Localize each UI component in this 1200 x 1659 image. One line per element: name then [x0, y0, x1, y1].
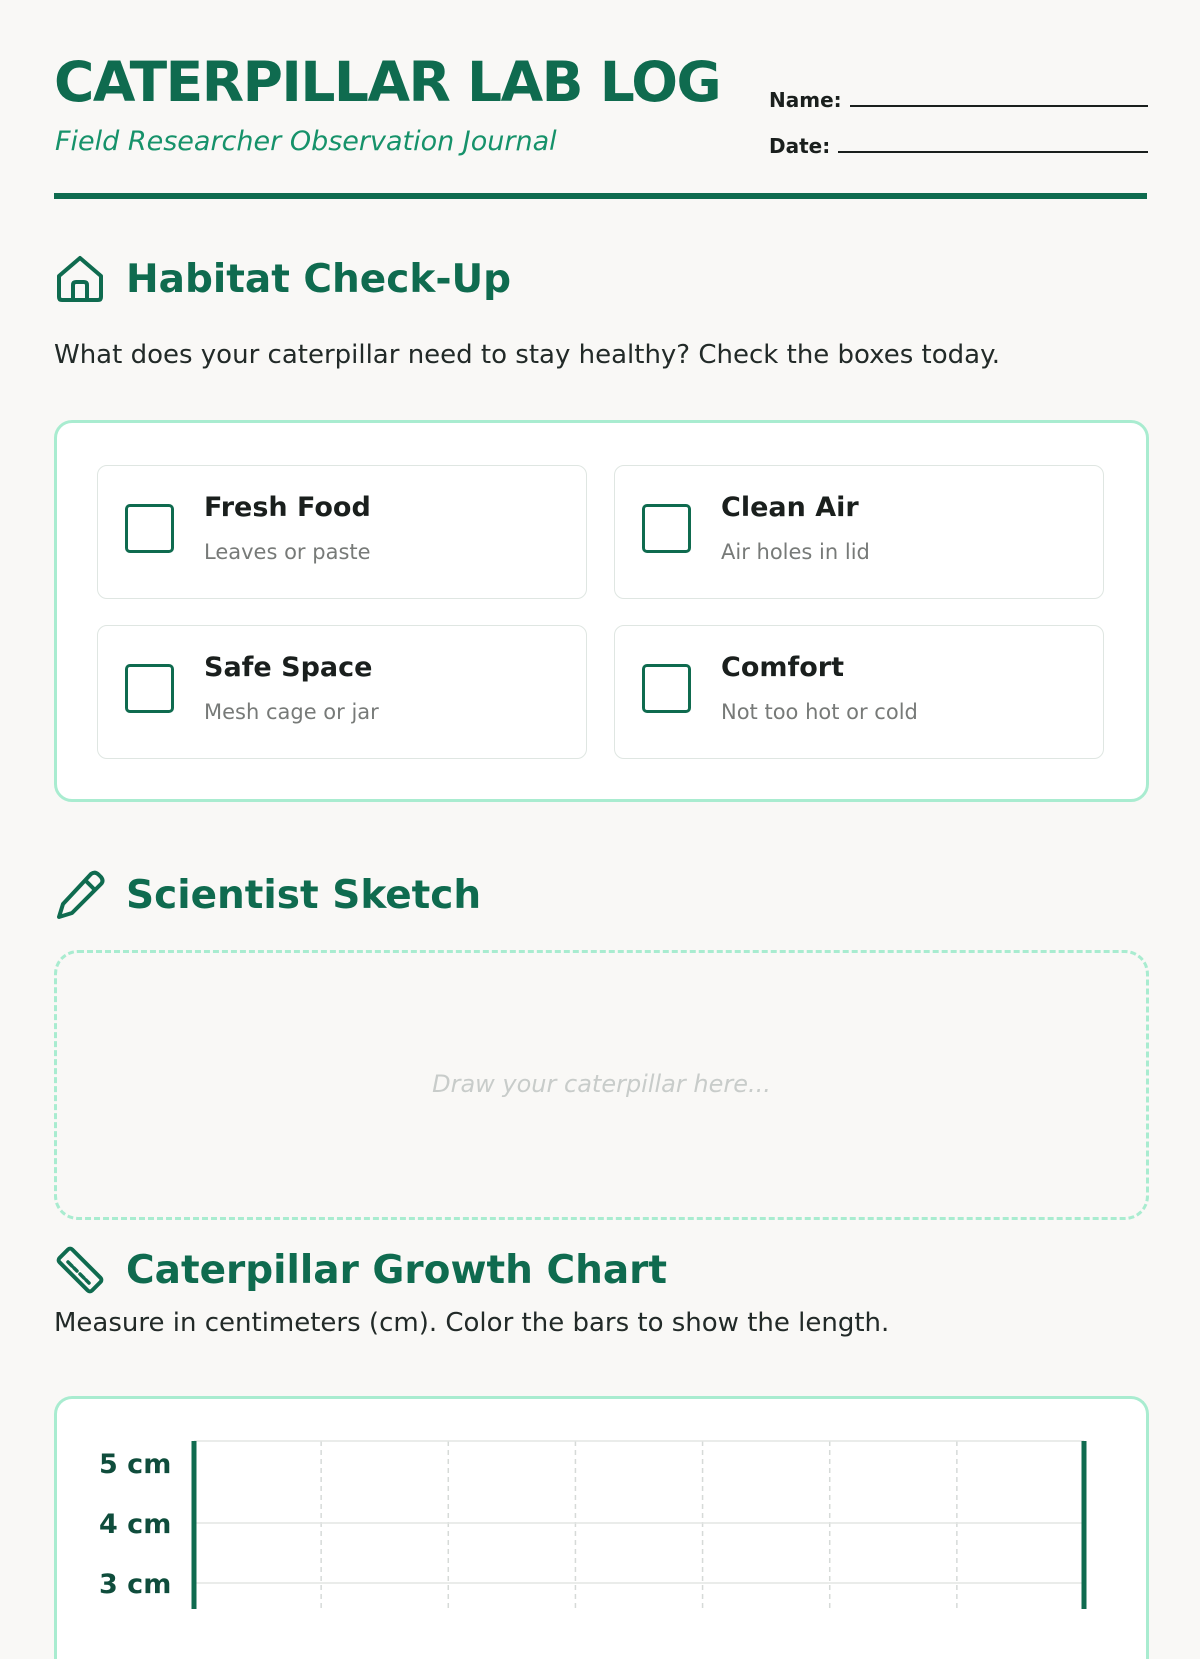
page-title: CATERPILLAR LAB LOG [54, 50, 721, 114]
habitat-title: Habitat Check-Up [126, 256, 512, 302]
sketch-placeholder: Draw your caterpillar here... [432, 1070, 771, 1098]
chart-y-tick-label: 4 cm [99, 1509, 172, 1540]
growth-heading [54, 1244, 667, 1296]
habitat-item-desc: Mesh cage or jar [204, 700, 379, 724]
lab-log-page [54, 0, 1147, 1600]
name-label: Name: [769, 88, 842, 112]
chart-plot-area [194, 1441, 1084, 1609]
ruler-icon [54, 1244, 106, 1296]
habitat-checklist [54, 420, 1149, 802]
growth-intro: Measure in centimeters (cm). Color the bars to show the length. [54, 1308, 890, 1338]
habitat-item-desc: Air holes in lid [721, 540, 870, 564]
growth-title: Caterpillar Growth Chart [126, 1247, 668, 1293]
sketch-title: Scientist Sketch [126, 872, 482, 918]
sketch-area[interactable] [54, 950, 1149, 1220]
checkbox[interactable] [125, 504, 174, 553]
habitat-heading [54, 253, 511, 305]
header-divider [54, 193, 1147, 199]
house-icon [54, 253, 106, 305]
sketch-heading [54, 869, 481, 921]
habitat-item-clean-air[interactable] [614, 465, 1104, 599]
habitat-item-safe-space[interactable] [97, 625, 587, 759]
date-label: Date: [769, 134, 831, 158]
habitat-item-label: Clean Air [721, 492, 859, 523]
growth-chart [57, 1399, 1146, 1609]
name-field[interactable] [769, 88, 1148, 112]
habitat-item-label: Comfort [721, 652, 845, 683]
date-line[interactable] [838, 149, 1148, 153]
chart-y-tick-label: 3 cm [99, 1569, 172, 1600]
checkbox[interactable] [125, 664, 174, 713]
habitat-item-fresh-food[interactable] [97, 465, 587, 599]
habitat-intro: What does your caterpillar need to stay healthy? Check the boxes today. [54, 340, 1001, 370]
chart-y-tick-label: 5 cm [99, 1449, 172, 1480]
habitat-item-desc: Leaves or paste [204, 540, 371, 564]
habitat-item-comfort[interactable] [614, 625, 1104, 759]
habitat-item-label: Fresh Food [204, 492, 371, 523]
growth-chart-panel [54, 1396, 1149, 1659]
checkbox[interactable] [642, 504, 691, 553]
date-field[interactable] [769, 134, 1148, 158]
checkbox[interactable] [642, 664, 691, 713]
habitat-item-desc: Not too hot or cold [721, 700, 918, 724]
habitat-item-label: Safe Space [204, 652, 373, 683]
pencil-icon [54, 869, 106, 921]
name-line[interactable] [850, 103, 1148, 107]
page-subtitle: Field Researcher Observation Journal [55, 126, 557, 157]
